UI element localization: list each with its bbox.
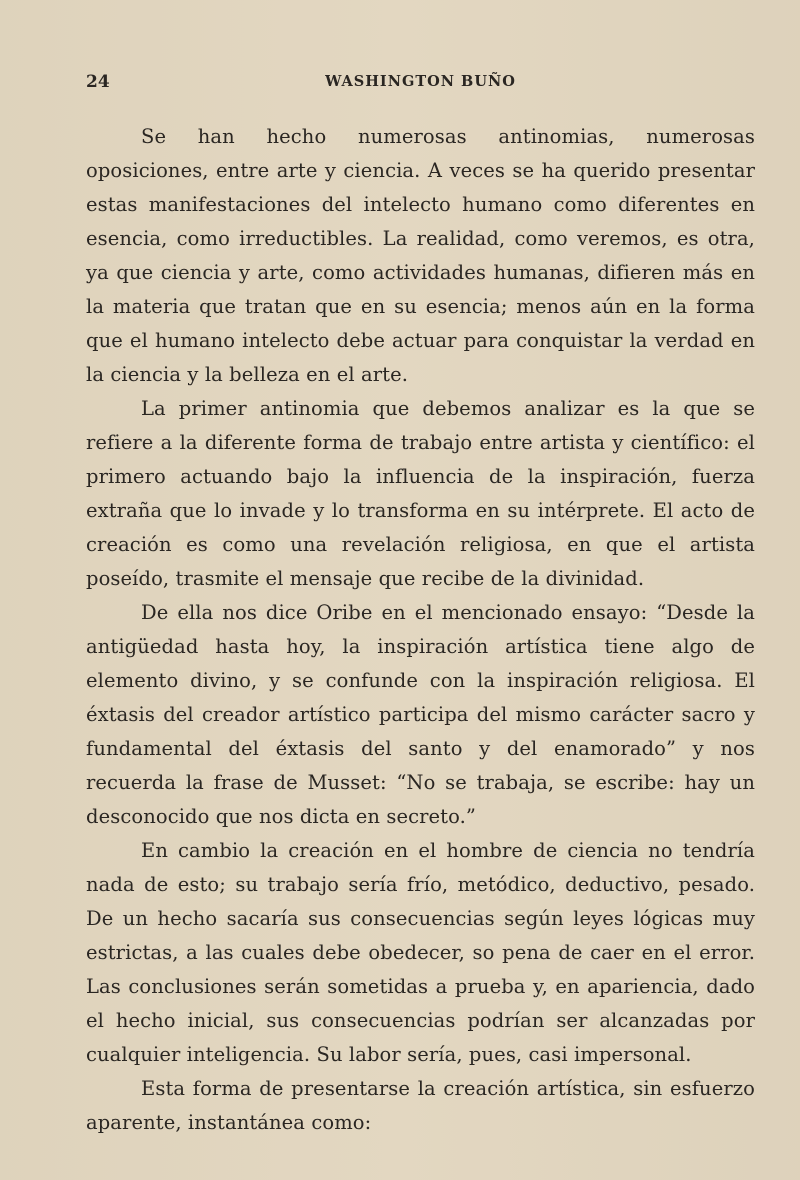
page-number: 24 (86, 72, 110, 92)
running-header (86, 72, 755, 92)
paragraph-4: En cambio la creación en el hombre de ciencia no tendría nada de esto; su trabajo sería frío, metódico, deductivo, pesado. De un hecho sacaría sus consecuencias según leyes lógicas muy estrictas, a las cuales debe obedecer, so pena de caer en el error. Las conclusiones serán sometidas a prueba y, en apariencia, dado el hecho inicial, sus consecuencias podrían ser alcanzadas por cualquier inteligencia. Su labor sería, pues, casi impersonal. (86, 839, 755, 1066)
paragraph-3: De ella nos dice Oribe en el mencionado ensayo: “Desde la antigüedad hasta hoy, la inspiración artística tiene algo de elemento divino, y se confunde con la inspiración religiosa. El éxtasis del creador artístico participa del mismo carácter sacro y fundamental del éxtasis del santo y del enamorado” y nos recuerda la frase de Musset: “No se trabaja, se escribe: hay un desconocido que nos dicta en secreto.” (86, 601, 755, 828)
paragraph-1: Se han hecho numerosas antinomias, numerosas oposiciones, entre arte y ciencia. A veces se ha querido presentar estas manifestaciones del intelecto humano como diferentes en esencia, como irreductibles. La realidad, como veremos, es otra, ya que ciencia y arte, como actividades humanas, difieren más en la materia que tratan que en su esencia; menos aún en la forma que el humano intelecto debe actuar para conquistar la verdad en la ciencia y la belleza en el arte. (86, 125, 755, 386)
body-text (86, 120, 755, 1140)
running-title: WASHINGTON BUÑO (325, 73, 516, 90)
paragraph-2: La primer antinomia que debemos analizar es la que se refiere a la diferente forma de trabajo entre artista y científico: el primero actuando bajo la influencia de la inspiración, fuerza extraña que lo invade y lo transforma en su intérprete. El acto de creación es como una revelación religiosa, en que el artista poseído, trasmite el mensaje que recibe de la divinidad. (86, 397, 755, 590)
paragraph-5: Esta forma de presentarse la creación artística, sin esfuerzo aparente, instantánea como: (86, 1077, 755, 1134)
